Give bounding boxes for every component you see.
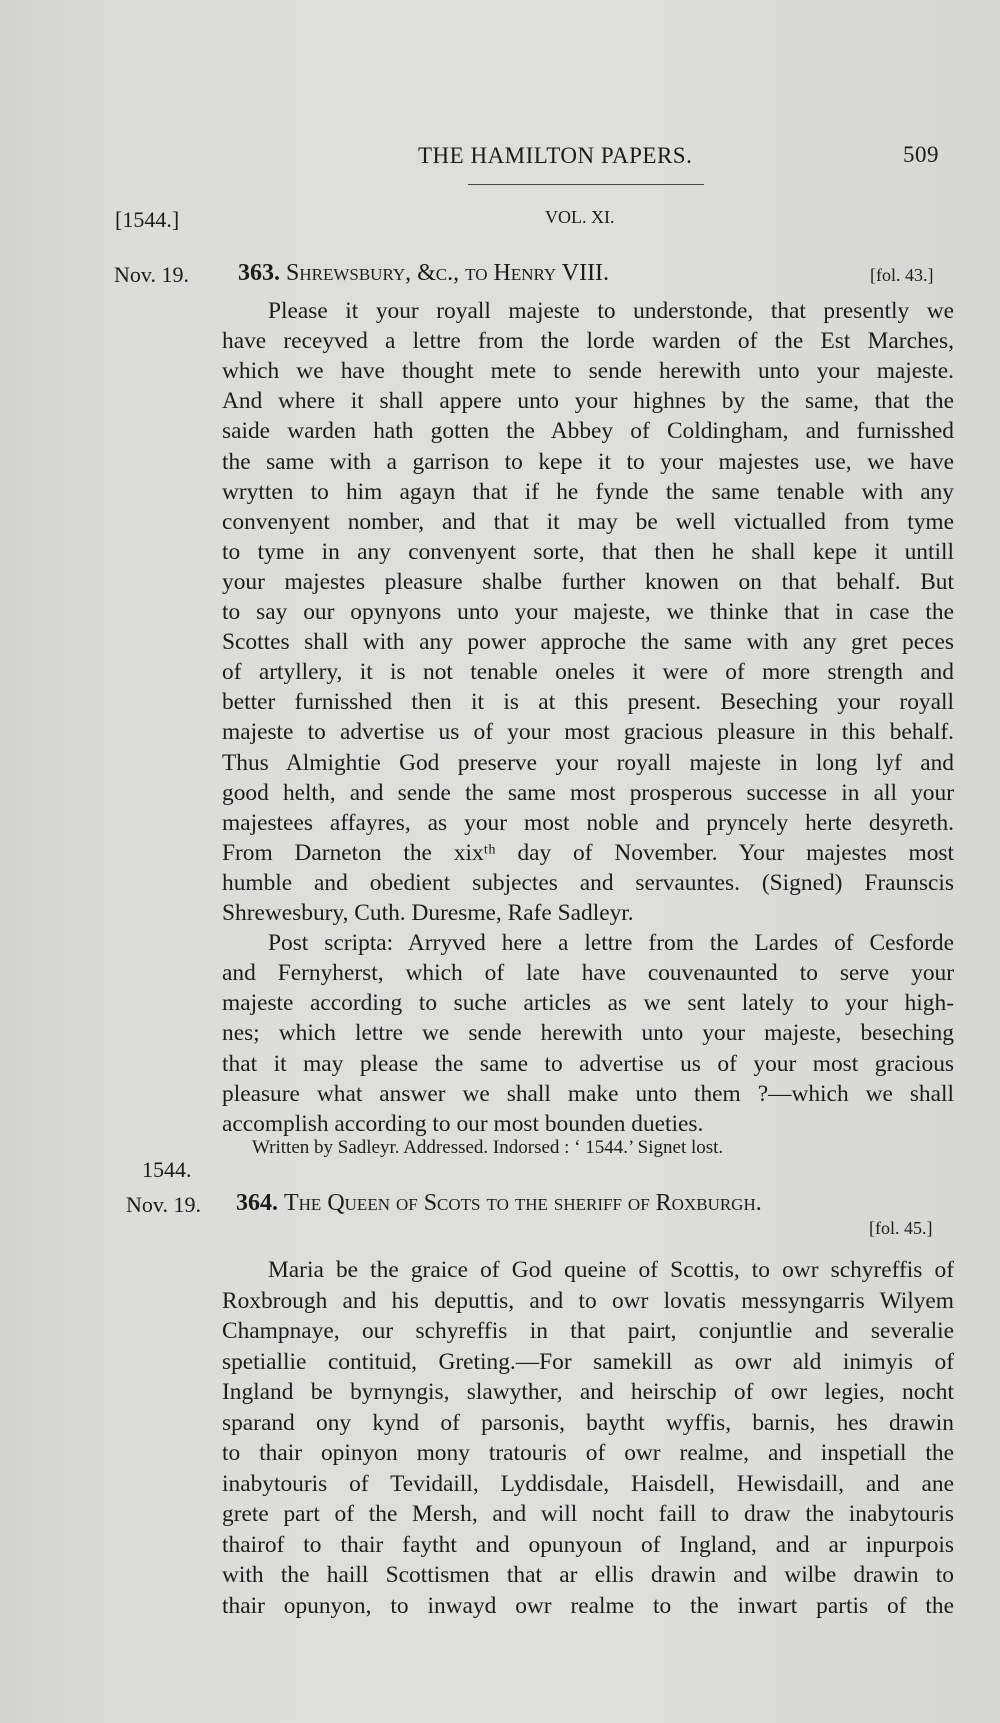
- entry-364-heading: [236, 1190, 762, 1217]
- text-line: spetiallie contituid, Greting.—For samekill as owr ald inimyis of: [222, 1348, 954, 1375]
- text-line: Please it your royall majeste to understonde, that presently we: [268, 298, 954, 324]
- text-line: to tyme in any convenyent sorte, that then he shall kepe it untill: [222, 538, 954, 565]
- text-line: wrytten to him agayn that if he fynde the same tenable with any: [222, 478, 954, 505]
- text-line: convenyent nomber, and that it may be well victualled from tyme: [222, 508, 954, 535]
- year-bracket: [1544.]: [115, 207, 180, 232]
- text-line: Ingland be byrnyngis, slawyther, and heirschip of owr legies, nocht: [222, 1379, 954, 1405]
- entry-364-date: Nov. 19.: [126, 1192, 201, 1217]
- text-line: that it may please the same to advertise us of your most gracious: [222, 1050, 954, 1077]
- text-line: pleasure what answer we shall make unto them ?—which we shall: [222, 1080, 954, 1107]
- text-line: inabytouris of Tevidaill, Lyddisdale, Haisdell, Hewisdaill, and ane: [222, 1470, 954, 1497]
- text-line: thairof to thair faytht and opunyoun of Ingland, and ar inpurpois: [222, 1531, 954, 1558]
- text-line: From Darneton the xixᵗʰ day of November. Your majestes most: [222, 839, 954, 866]
- entry-363-heading: [238, 260, 609, 287]
- header-rule: [468, 184, 704, 185]
- text-line: accomplish according to our most bounden dueties.: [222, 1110, 704, 1137]
- entry-364-folio: [fol. 45.]: [869, 1218, 933, 1238]
- text-line: sparand ony kynd of parsonis, baytht wyffis, barnis, hes drawin: [222, 1409, 954, 1436]
- entry-363-number: 363.: [238, 260, 280, 286]
- text-line: Post scripta: Arryved here a lettre from the Lardes of Cesforde: [268, 930, 954, 957]
- text-line: to say our opynyons unto your majeste, we thinke that in case the: [222, 599, 954, 625]
- entry-364-title: The Queen of Scots to the sheriff of Roxburgh.: [284, 1190, 762, 1216]
- entry-363-date: Nov. 19.: [114, 262, 189, 287]
- text-line: Roxbrough and his deputtis, and to owr lovatis messyngarris Wilyem: [222, 1287, 954, 1314]
- text-line: to thair opinyon mony tratouris of owr realme, and inspetiall the: [222, 1440, 954, 1466]
- text-line: with the haill Scottismen that ar ellis drawin and wilbe drawin to: [222, 1562, 954, 1588]
- text-line: have receyved a lettre from the lorde warden of the Est Marches,: [222, 328, 954, 355]
- entry-363-note: Written by Sadleyr. Addressed. Indorsed : ‘ 1544.’ Signet lost.: [252, 1137, 724, 1158]
- text-line: humble and obedient subjectes and servauntes. (Signed) Fraunscis: [222, 869, 954, 896]
- text-line: Shrewesbury, Cuth. Duresme, Rafe Sadleyr.: [222, 900, 634, 926]
- text-line: the same with a garrison to kepe it to your majestes use, we have: [222, 448, 954, 475]
- text-line: of artyllery, it is not tenable oneles it were of more strength and: [222, 659, 954, 686]
- text-line: Thus Almightie God preserve your royall majeste in long lyf and: [222, 749, 954, 776]
- text-line: grete part of the Mersh, and will nocht faill to draw the inabytouris: [222, 1501, 954, 1527]
- text-line: which we have thought mete to sende herewith unto your majeste.: [222, 358, 954, 385]
- text-line: thair opunyon, to inwayd owr realme to the inwart partis of the: [222, 1592, 954, 1619]
- text-line: And where it shall appere unto your highnes by the same, that the: [222, 388, 954, 415]
- text-line: majeste according to suche articles as we sent lately to your high-: [222, 990, 954, 1017]
- entry-363-title: Shrewsbury, &c., to Henry VIII.: [286, 260, 610, 286]
- text-line: better furnisshed then it is at this present. Beseching your royall: [222, 689, 954, 716]
- text-line: majestees affayres, as your most noble and pryncely herte desyreth.: [222, 809, 954, 836]
- entry-363-folio: [fol. 43.]: [870, 265, 934, 285]
- text-line: Maria be the graice of God queine of Scottis, to owr schyreffis of: [268, 1257, 954, 1283]
- volume-label: VOL. XI.: [545, 207, 615, 227]
- text-line: majeste to advertise us of your most gracious pleasure in this behalf.: [222, 719, 954, 746]
- text-line: nes; which lettre we sende herewith unto your majeste, beseching: [222, 1020, 954, 1047]
- text-line: your majestes pleasure shalbe further knowen on that behalf. But: [222, 568, 954, 595]
- text-line: good helth, and sende the same most prosperous successe in all your: [222, 779, 954, 806]
- entry-364-year: 1544.: [142, 1157, 192, 1182]
- entry-364-number: 364.: [236, 1190, 278, 1216]
- text-line: Champnaye, our schyreffis in that pairt, conjuntlie and severalie: [222, 1318, 954, 1344]
- text-line: Scottes shall with any power approche the same with any gret peces: [222, 629, 954, 656]
- text-line: saide warden hath gotten the Abbey of Coldingham, and furnisshed: [222, 418, 954, 445]
- page-number: 509: [903, 142, 939, 167]
- running-head-title: THE HAMILTON PAPERS.: [418, 143, 693, 168]
- text-line: and Fernyherst, which of late have couvenaunted to serve your: [222, 960, 954, 987]
